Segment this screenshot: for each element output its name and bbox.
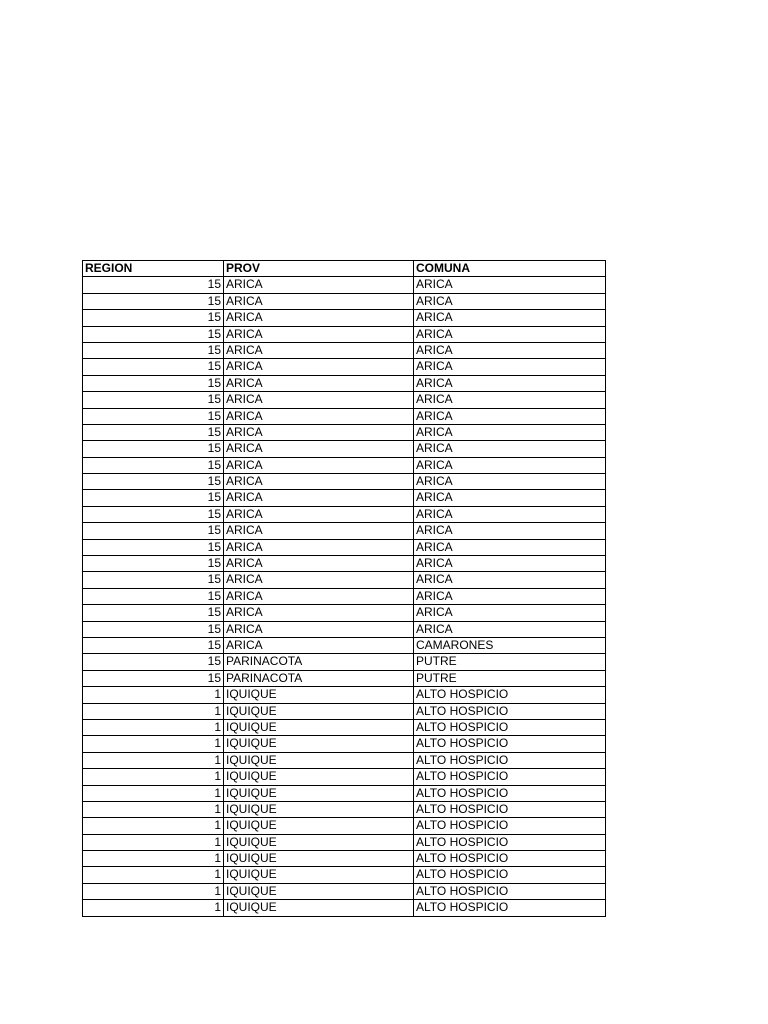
table-row (83, 424, 606, 440)
cell-prov: ARICA (224, 605, 414, 621)
cell-region: 1 (83, 736, 224, 752)
table-row (83, 736, 606, 752)
cell-comuna: ARICA (414, 556, 606, 572)
cell-prov: ARICA (224, 572, 414, 588)
cell-comuna: CAMARONES (414, 637, 606, 653)
table-row (83, 408, 606, 424)
cell-prov: ARICA (224, 408, 414, 424)
cell-region: 15 (83, 572, 224, 588)
cell-prov: ARICA (224, 441, 414, 457)
cell-region: 15 (83, 506, 224, 522)
cell-prov: ARICA (224, 637, 414, 653)
cell-comuna: ARICA (414, 474, 606, 490)
table-row (83, 310, 606, 326)
cell-comuna: PUTRE (414, 654, 606, 670)
cell-comuna: ARICA (414, 342, 606, 358)
header-prov: PROV (224, 261, 414, 277)
cell-comuna: ALTO HOSPICIO (414, 834, 606, 850)
table-row (83, 687, 606, 703)
cell-prov: PARINACOTA (224, 670, 414, 686)
cell-comuna: ALTO HOSPICIO (414, 818, 606, 834)
cell-comuna: ALTO HOSPICIO (414, 719, 606, 735)
cell-comuna: ARICA (414, 408, 606, 424)
cell-comuna: ARICA (414, 490, 606, 506)
table-row (83, 834, 606, 850)
table-row (83, 441, 606, 457)
cell-prov: ARICA (224, 375, 414, 391)
cell-comuna: ALTO HOSPICIO (414, 785, 606, 801)
cell-region: 15 (83, 310, 224, 326)
cell-prov: IQUIQUE (224, 867, 414, 883)
cell-region: 15 (83, 375, 224, 391)
cell-prov: IQUIQUE (224, 883, 414, 899)
cell-prov: IQUIQUE (224, 801, 414, 817)
cell-prov: ARICA (224, 588, 414, 604)
cell-region: 15 (83, 670, 224, 686)
table-row (83, 637, 606, 653)
cell-region: 15 (83, 457, 224, 473)
cell-comuna: ARICA (414, 605, 606, 621)
cell-comuna: ARICA (414, 441, 606, 457)
cell-region: 15 (83, 605, 224, 621)
table-row (83, 588, 606, 604)
cell-prov: IQUIQUE (224, 900, 414, 916)
cell-comuna: ALTO HOSPICIO (414, 867, 606, 883)
table-row (83, 326, 606, 342)
cell-region: 1 (83, 851, 224, 867)
cell-prov: IQUIQUE (224, 834, 414, 850)
table-row (83, 621, 606, 637)
cell-comuna: ALTO HOSPICIO (414, 687, 606, 703)
cell-prov: ARICA (224, 506, 414, 522)
table-row (83, 506, 606, 522)
cell-comuna: ARICA (414, 621, 606, 637)
table-row (83, 703, 606, 719)
table-row (83, 867, 606, 883)
cell-region: 1 (83, 769, 224, 785)
cell-prov: IQUIQUE (224, 687, 414, 703)
cell-comuna: ARICA (414, 588, 606, 604)
cell-region: 15 (83, 326, 224, 342)
table-row (83, 474, 606, 490)
cell-comuna: ALTO HOSPICIO (414, 851, 606, 867)
cell-prov: IQUIQUE (224, 703, 414, 719)
cell-prov: IQUIQUE (224, 851, 414, 867)
table-body (83, 277, 606, 916)
cell-comuna: ARICA (414, 293, 606, 309)
cell-prov: ARICA (224, 293, 414, 309)
cell-region: 15 (83, 654, 224, 670)
table-row (83, 359, 606, 375)
table-row (83, 539, 606, 555)
data-table (82, 260, 606, 917)
cell-region: 15 (83, 359, 224, 375)
cell-region: 15 (83, 342, 224, 358)
table-row (83, 654, 606, 670)
cell-prov: ARICA (224, 556, 414, 572)
cell-prov: ARICA (224, 342, 414, 358)
cell-comuna: ARICA (414, 523, 606, 539)
cell-region: 15 (83, 588, 224, 604)
table-row (83, 457, 606, 473)
cell-region: 15 (83, 293, 224, 309)
header-comuna: COMUNA (414, 261, 606, 277)
cell-prov: IQUIQUE (224, 769, 414, 785)
cell-region: 15 (83, 637, 224, 653)
cell-comuna: ALTO HOSPICIO (414, 883, 606, 899)
cell-region: 1 (83, 752, 224, 768)
table-row (83, 883, 606, 899)
cell-comuna: ALTO HOSPICIO (414, 769, 606, 785)
cell-comuna: ARICA (414, 506, 606, 522)
cell-region: 1 (83, 883, 224, 899)
cell-prov: ARICA (224, 490, 414, 506)
cell-prov: ARICA (224, 392, 414, 408)
cell-region: 15 (83, 490, 224, 506)
table-row (83, 375, 606, 391)
cell-prov: IQUIQUE (224, 719, 414, 735)
cell-region: 15 (83, 277, 224, 293)
cell-region: 1 (83, 719, 224, 735)
table-row (83, 752, 606, 768)
cell-comuna: ARICA (414, 277, 606, 293)
cell-prov: ARICA (224, 457, 414, 473)
cell-comuna: ARICA (414, 392, 606, 408)
table-row (83, 490, 606, 506)
table-row (83, 572, 606, 588)
cell-region: 1 (83, 818, 224, 834)
cell-comuna: ALTO HOSPICIO (414, 801, 606, 817)
cell-region: 15 (83, 424, 224, 440)
cell-prov: PARINACOTA (224, 654, 414, 670)
cell-comuna: ARICA (414, 424, 606, 440)
cell-region: 1 (83, 703, 224, 719)
cell-prov: ARICA (224, 359, 414, 375)
cell-region: 15 (83, 556, 224, 572)
cell-region: 1 (83, 785, 224, 801)
table-row (83, 769, 606, 785)
cell-region: 1 (83, 687, 224, 703)
cell-region: 15 (83, 621, 224, 637)
cell-region: 1 (83, 834, 224, 850)
cell-prov: IQUIQUE (224, 736, 414, 752)
cell-comuna: ALTO HOSPICIO (414, 736, 606, 752)
table-row (83, 818, 606, 834)
cell-prov: ARICA (224, 424, 414, 440)
table-row (83, 801, 606, 817)
cell-prov: IQUIQUE (224, 818, 414, 834)
cell-region: 1 (83, 900, 224, 916)
cell-region: 1 (83, 801, 224, 817)
cell-prov: ARICA (224, 326, 414, 342)
cell-prov: ARICA (224, 277, 414, 293)
header-region: REGION (83, 261, 224, 277)
table-row (83, 392, 606, 408)
cell-comuna: ARICA (414, 457, 606, 473)
table-row (83, 277, 606, 293)
table-row (83, 523, 606, 539)
cell-region: 15 (83, 523, 224, 539)
table-row (83, 785, 606, 801)
cell-region: 15 (83, 392, 224, 408)
cell-comuna: ARICA (414, 572, 606, 588)
cell-prov: ARICA (224, 310, 414, 326)
cell-prov: ARICA (224, 621, 414, 637)
table-row (83, 900, 606, 916)
table-row (83, 605, 606, 621)
cell-prov: ARICA (224, 539, 414, 555)
cell-region: 15 (83, 539, 224, 555)
table-row (83, 556, 606, 572)
spreadsheet-page (82, 260, 606, 917)
cell-comuna: ALTO HOSPICIO (414, 900, 606, 916)
cell-region: 15 (83, 441, 224, 457)
cell-comuna: ARICA (414, 310, 606, 326)
table-row (83, 719, 606, 735)
cell-region: 15 (83, 474, 224, 490)
table-row (83, 342, 606, 358)
table-row (83, 670, 606, 686)
cell-comuna: ARICA (414, 359, 606, 375)
cell-prov: ARICA (224, 523, 414, 539)
cell-region: 15 (83, 408, 224, 424)
cell-prov: ARICA (224, 474, 414, 490)
cell-comuna: ALTO HOSPICIO (414, 703, 606, 719)
cell-comuna: ARICA (414, 326, 606, 342)
cell-comuna: PUTRE (414, 670, 606, 686)
table-row (83, 293, 606, 309)
cell-region: 1 (83, 867, 224, 883)
cell-comuna: ARICA (414, 539, 606, 555)
cell-prov: IQUIQUE (224, 785, 414, 801)
cell-comuna: ARICA (414, 375, 606, 391)
cell-comuna: ALTO HOSPICIO (414, 752, 606, 768)
table-row (83, 851, 606, 867)
header-row (83, 261, 606, 277)
cell-prov: IQUIQUE (224, 752, 414, 768)
